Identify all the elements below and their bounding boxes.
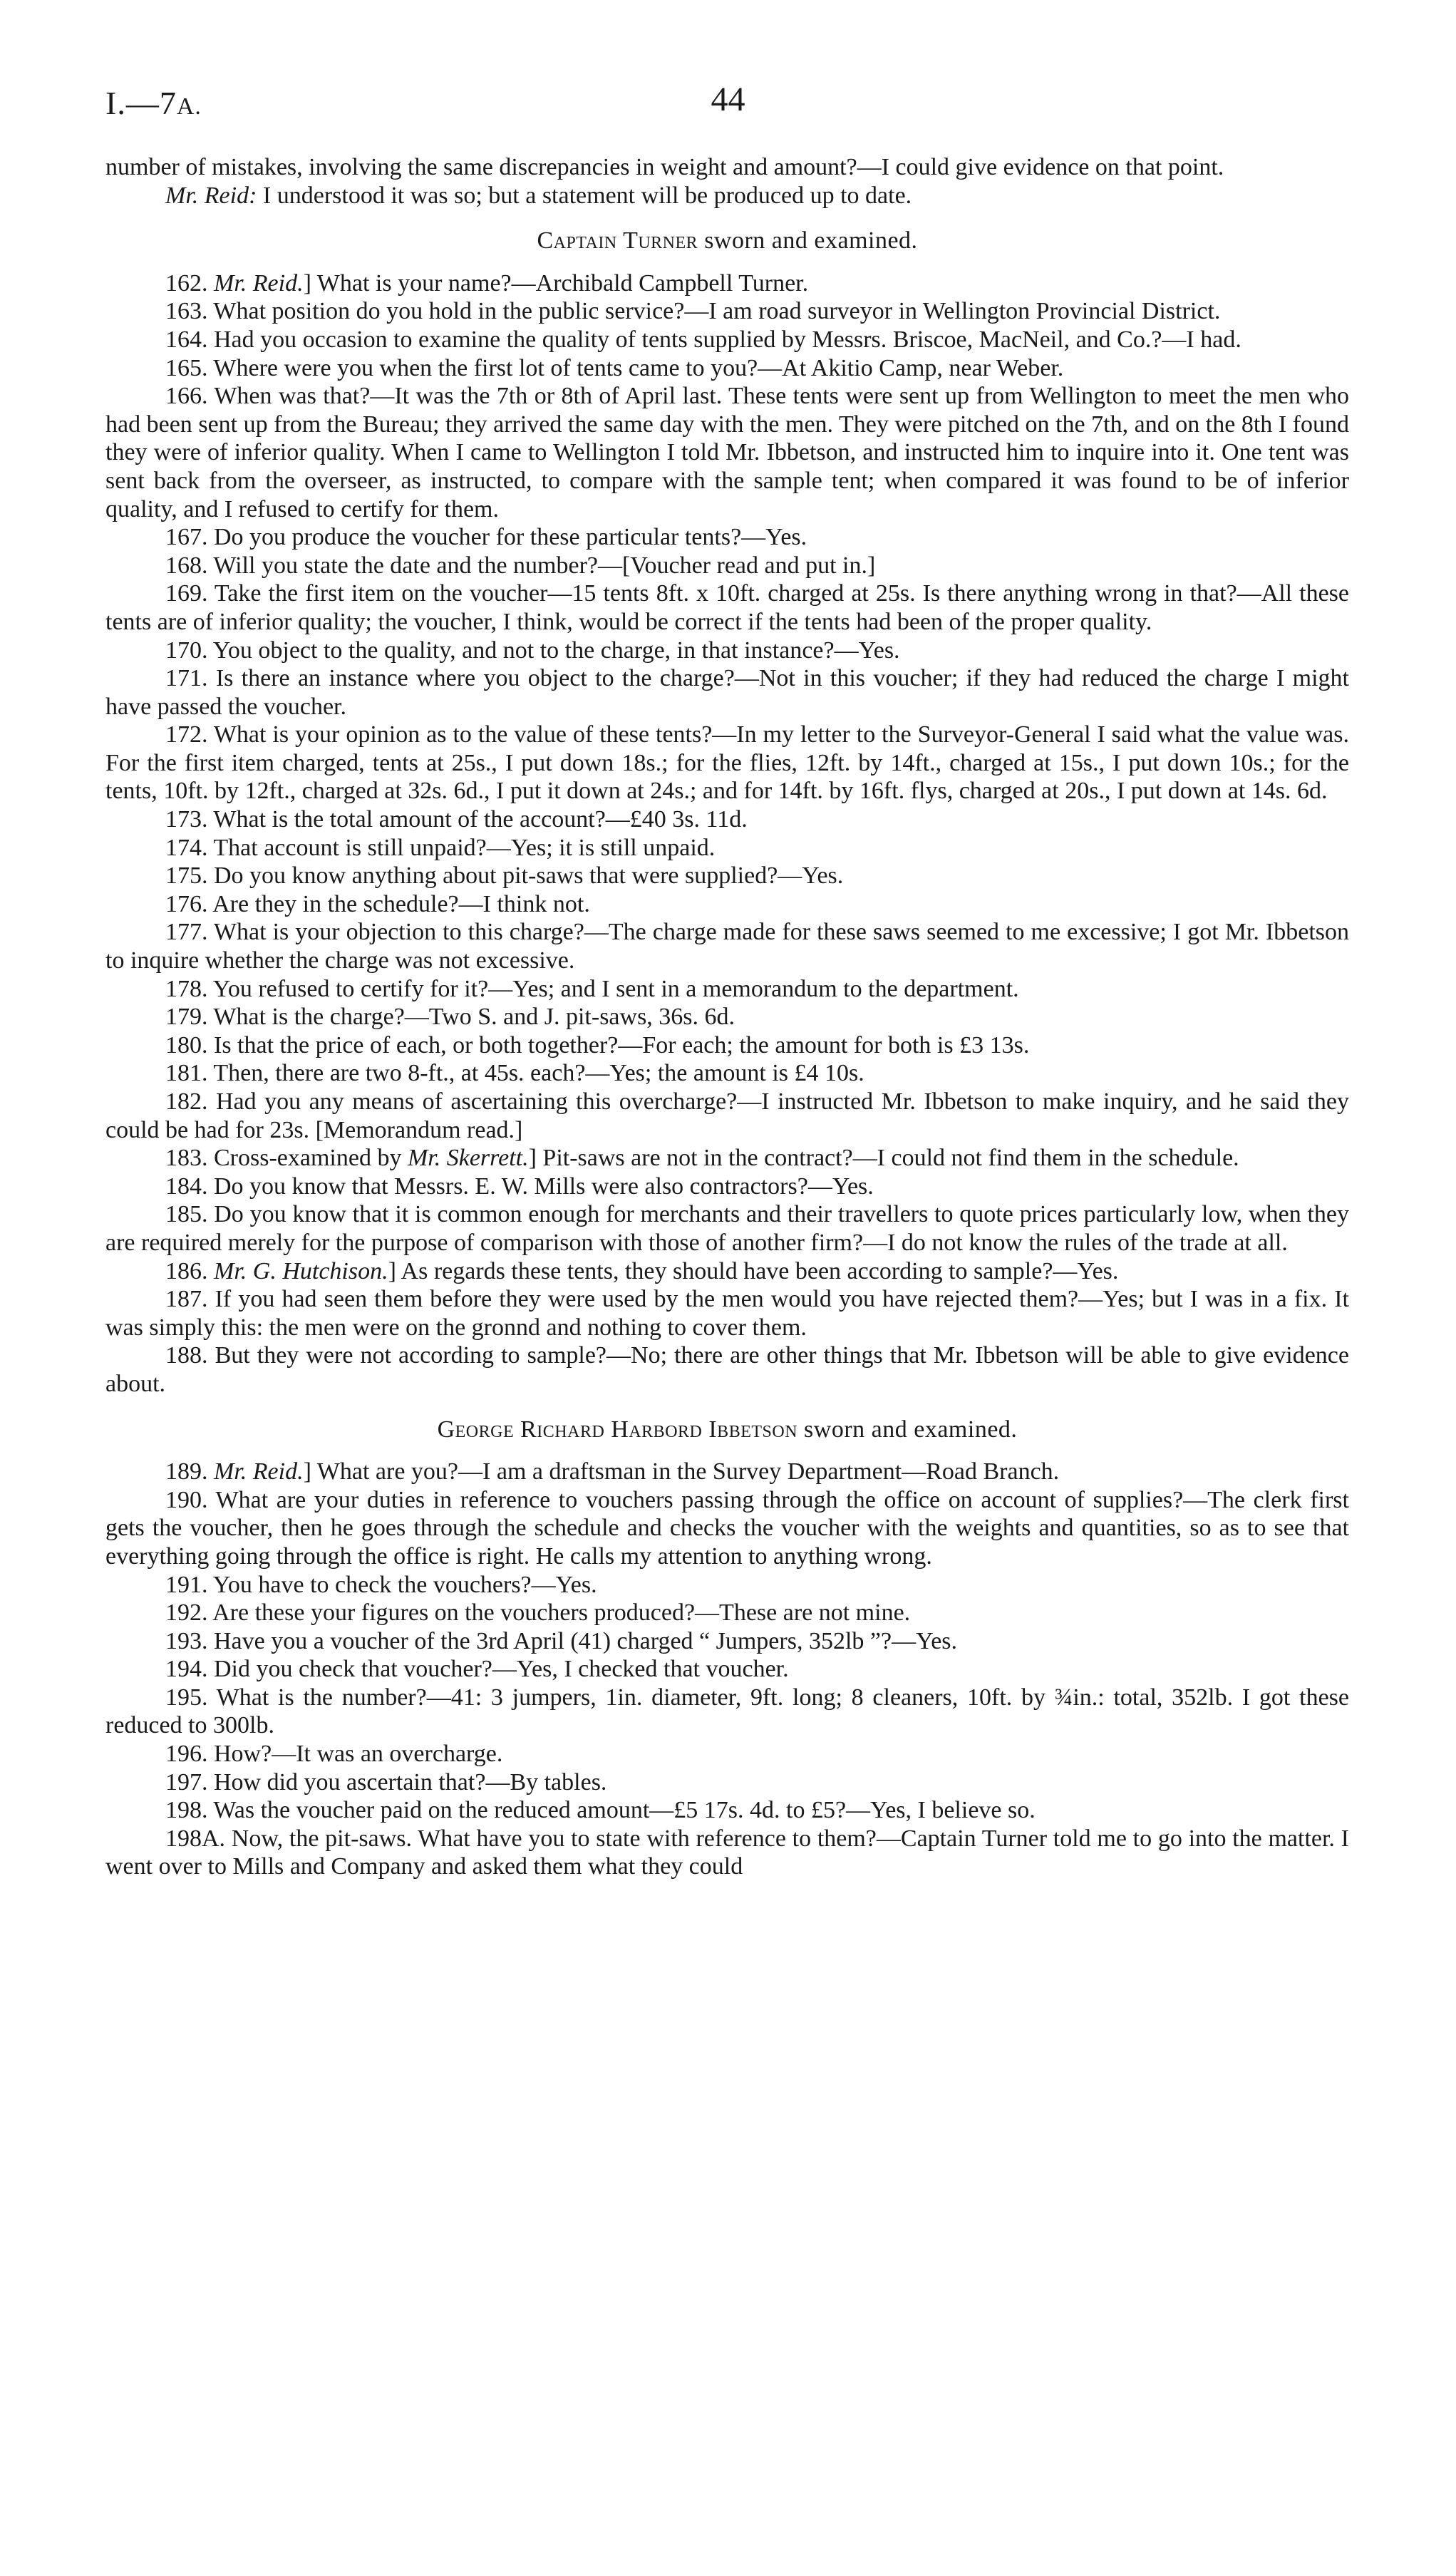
question-text: ] What are you?—I am a draftsman in the Survey Department—Road Branch. xyxy=(303,1458,1060,1485)
question-169: 169. Take the first item on the voucher—15 tents 8ft. x 10ft. charged at 25s. Is there anything wrong in that?—All these tents are of inferior quality; the voucher, I think, would be correct if the tents had been of the proper quality. xyxy=(105,580,1349,635)
witness-name: George Richard Harbord Ibbetson xyxy=(437,1416,798,1443)
question-175: 175. Do you know anything about pit-saws that were supplied?—Yes. xyxy=(165,862,844,890)
question-number: 162. xyxy=(165,269,214,297)
speaker: Mr. Skerrett. xyxy=(407,1145,529,1172)
heading-text: sworn and examined. xyxy=(698,227,918,254)
question-198a: 198A. Now, the pit-saws. What have you to state with reference to them?—Captain Turner told me to go into the matter. I went over to Mills and Company and asked them what they could xyxy=(105,1825,1349,1880)
statement-text: I understood it was so; but a statement will be produced up to date. xyxy=(257,182,912,209)
question-192: 192. Are these your figures on the vouchers produced?—These are not mine. xyxy=(165,1599,911,1627)
witness-name: Captain Turner xyxy=(537,227,698,254)
question-179: 179. What is the charge?—Two S. and J. pit-saws, 36s. 6d. xyxy=(165,1004,735,1031)
question-174: 174. That account is still unpaid?—Yes; it is still unpaid. xyxy=(165,834,716,861)
page-number: 44 xyxy=(711,81,745,118)
question-165: 165. Where were you when the first lot of tents came to you?—At Akitio Camp, near Weber. xyxy=(165,354,1064,381)
question-171: 171. Is there an instance where you object to the charge?—Not in this voucher; if they had reduced the charge I might have passed the voucher. xyxy=(105,665,1349,720)
question-182: 182. Had you any means of ascertaining this overcharge?—I instructed Mr. Ibbetson to make inquiry, and he said they could be had for 23s. [Memorandum read.] xyxy=(105,1088,1349,1143)
page-header xyxy=(0,0,1456,135)
question-197: 197. How did you ascertain that?—By tables. xyxy=(165,1768,607,1796)
question-162 xyxy=(105,269,1349,298)
question-196: 196. How?—It was an overcharge. xyxy=(165,1741,503,1768)
series-code: I.—7 xyxy=(105,85,177,121)
question-167: 167. Do you produce the voucher for these particular tents?—Yes. xyxy=(165,524,807,551)
question-text: ] Pit-saws are not in the contract?—I could not find them in the schedule. xyxy=(528,1145,1239,1172)
question-number: 183. Cross-examined by xyxy=(165,1145,408,1172)
speaker: Mr. G. Hutchison. xyxy=(214,1257,388,1284)
question-166: 166. When was that?—It was the 7th or 8th of April last. These tents were sent up from Wellington to meet the men who had been sent up from the Bureau; they arrived the same day with the men. They were pitched on the 7th, and on the 8th I found they were of inferior quality. When I came to Wellington I told Mr. Ibbetson, and instructed him to inquire into it. One tent was sent back from the overseer, as instructed, to compare with the sample tent; when compared it was found to be of inferior quality, and I refused to certify for them. xyxy=(105,383,1349,522)
document-body xyxy=(105,153,1349,1881)
question-194: 194. Did you check that voucher?—Yes, I checked that voucher. xyxy=(165,1656,789,1683)
witness-heading-ibbetson xyxy=(105,1416,1349,1444)
question-180: 180. Is that the price of each, or both together?—For each; the amount for both is £3 13s. xyxy=(165,1031,1030,1058)
question-173: 173. What is the total amount of the account?—£40 3s. 11d. xyxy=(165,806,748,833)
question-176: 176. Are they in the schedule?—I think not. xyxy=(165,890,590,917)
question-186 xyxy=(105,1257,1349,1286)
question-170: 170. You object to the quality, and not to the charge, in that instance?—Yes. xyxy=(165,637,900,664)
question-190: 190. What are your duties in reference to vouchers passing through the office on account of supplies?—The clerk first gets the voucher, then he goes through the schedule and checks the voucher with the weights and quantities, so as to see that everything going through the office is right. He calls my attention to anything wrong. xyxy=(105,1486,1349,1570)
question-191: 191. You have to check the vouchers?—Yes. xyxy=(165,1571,597,1598)
question-163: 163. What position do you hold in the public service?—I am road surveyor in Wellington Provincial District. xyxy=(165,298,1221,325)
question-193: 193. Have you a voucher of the 3rd April (41) charged “ Jumpers, 352lb ”?—Yes. xyxy=(165,1627,958,1654)
heading-text: sworn and examined. xyxy=(797,1416,1018,1443)
question-number: 189. xyxy=(165,1458,214,1485)
question-172: 172. What is your opinion as to the value of these tents?—In my letter to the Surveyor-General I said what the value was. For the first item charged, tents at 25s., I put down 18s.; for the flies, 12ft. by 14ft., charged at 15s., I put down 10s.; for the tents, 10ft. by 12ft., charged at 32s. 6d., I put it down at 24s.; and for 14ft. by 16ft. flys, charged at 20s., I put down at 14s. 6d. xyxy=(105,721,1349,805)
question-164: 164. Had you occasion to examine the quality of tents supplied by Messrs. Briscoe, MacNeil, and Co.?—I had. xyxy=(165,326,1241,353)
question-195: 195. What is the number?—41: 3 jumpers, 1in. diameter, 9ft. long; 8 cleaners, 10ft. by ¾in.: total, 352lb. I got these reduced to 300lb. xyxy=(105,1684,1349,1739)
question-181: 181. Then, there are two 8-ft., at 45s. each?—Yes; the amount is £4 10s. xyxy=(165,1060,864,1087)
question-198: 198. Was the voucher paid on the reduced amount—£5 17s. 4d. to £5?—Yes, I believe so. xyxy=(165,1797,1036,1824)
intro-paragraph: number of mistakes, involving the same discrepancies in weight and amount?—I could give evidence on that point. xyxy=(105,154,1224,180)
question-178: 178. You refused to certify for it?—Yes; and I sent in a memorandum to the department. xyxy=(165,975,1019,1002)
question-187: 187. If you had seen them before they were used by the men would you have rejected them?—Yes; but I was in a fix. It was simply this: the men were on the gronnd and nothing to cover them. xyxy=(105,1286,1349,1341)
question-183 xyxy=(105,1144,1349,1173)
speaker: Mr. Reid. xyxy=(214,269,304,297)
speaker: Mr. Reid: xyxy=(165,182,257,209)
question-number: 186. xyxy=(165,1257,214,1284)
question-184: 184. Do you know that Messrs. E. W. Mills were also contractors?—Yes. xyxy=(165,1173,874,1200)
question-168: 168. Will you state the date and the number?—[Voucher read and put in.] xyxy=(165,552,876,579)
series-suffix: A. xyxy=(176,93,202,120)
question-188: 188. But they were not according to sample?—No; there are other things that Mr. Ibbetson will be able to give evidence about. xyxy=(105,1342,1349,1397)
question-177: 177. What is your objection to this charge?—The charge made for these saws seemed to me excessive; I got Mr. Ibbetson to inquire whether the charge was not excessive. xyxy=(105,919,1349,974)
witness-heading-turner xyxy=(105,227,1349,255)
speaker: Mr. Reid. xyxy=(214,1458,304,1485)
question-text: ] What is your name?—Archibald Campbell Turner. xyxy=(303,269,809,297)
question-185: 185. Do you know that it is common enough for merchants and their travellers to quote prices particularly low, when they are required merely for the purpose of comparison with those of another firm?—I do not know the rules of the trade at all. xyxy=(105,1201,1349,1256)
question-text: ] As regards these tents, they should have been according to sample?—Yes. xyxy=(388,1257,1119,1284)
question-189 xyxy=(105,1458,1349,1486)
reid-statement xyxy=(105,182,1349,210)
